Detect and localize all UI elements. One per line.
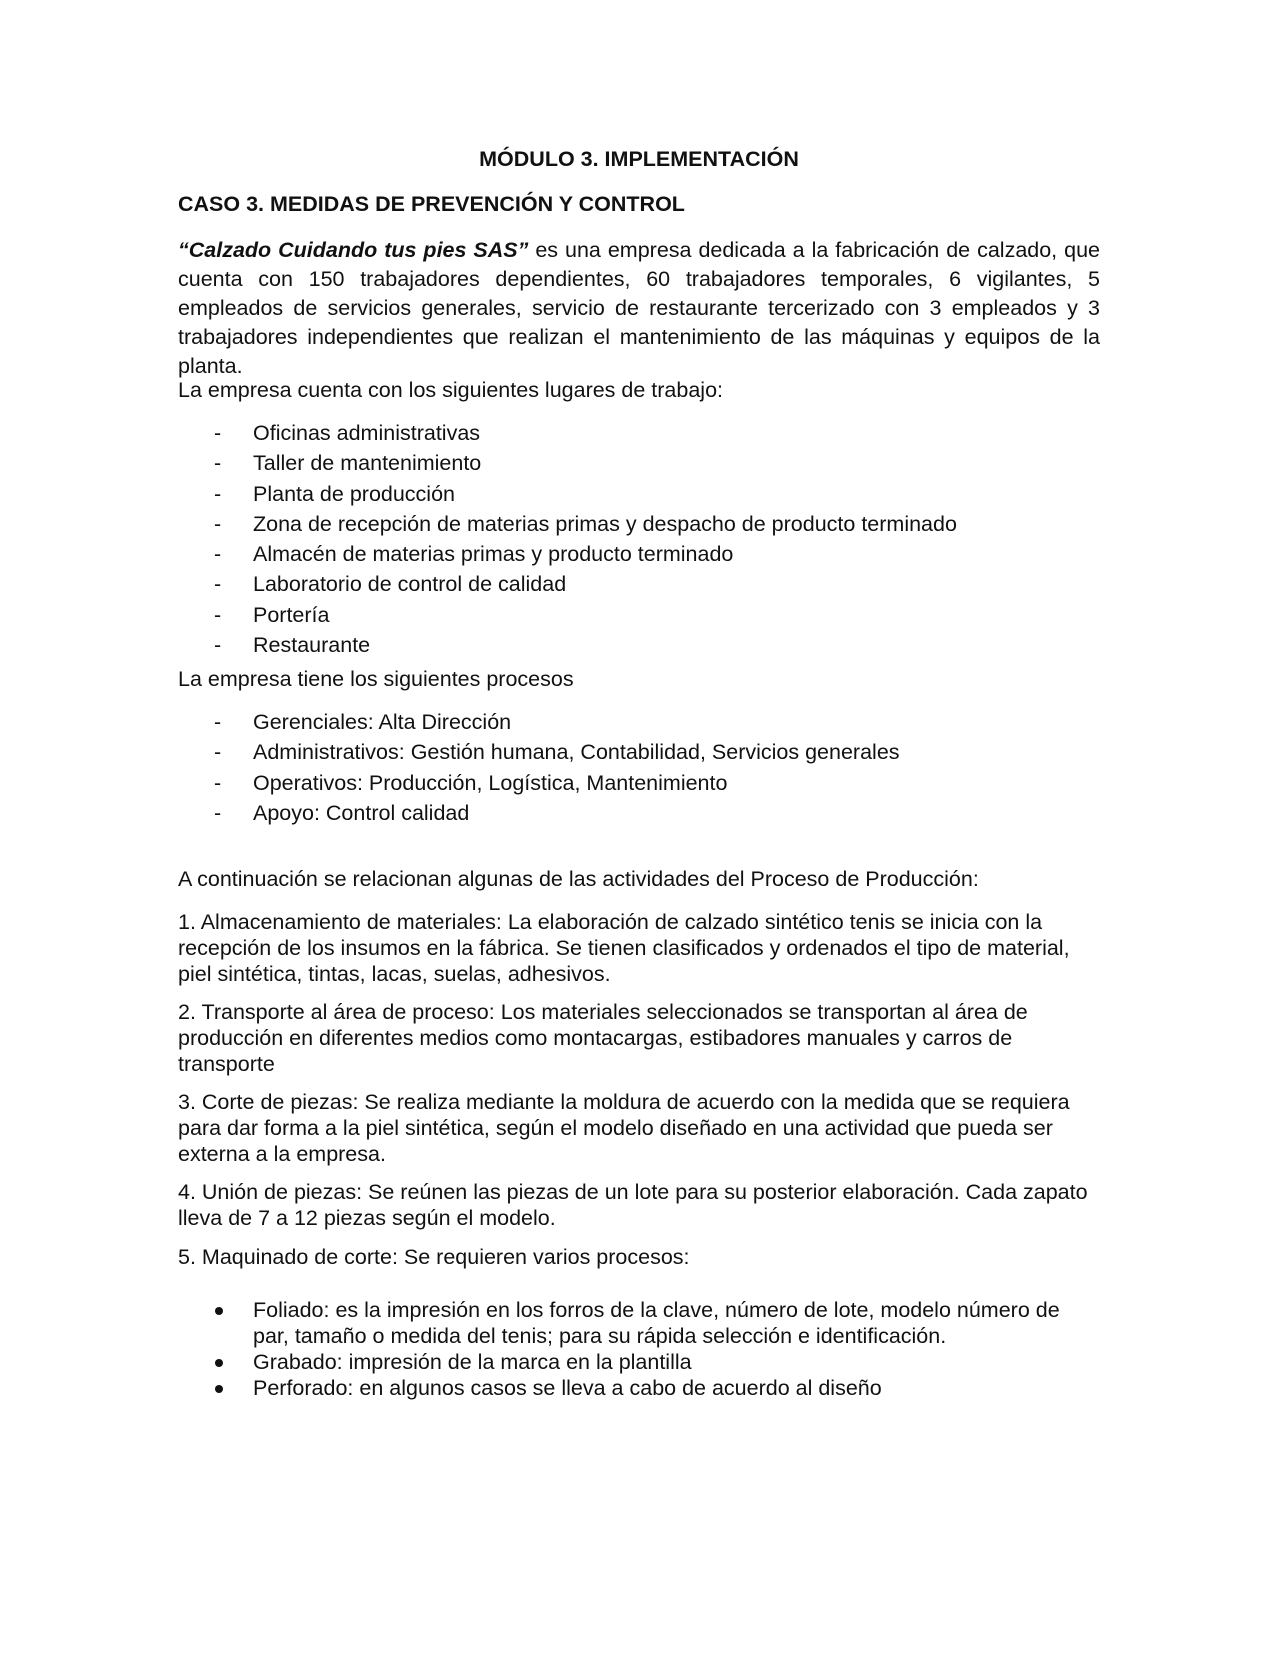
workplaces-list (178, 418, 1100, 660)
list-item: - Restaurante (178, 630, 1100, 660)
activity-item: 4. Unión de piezas: Se reúnen las piezas de un lote para su posterior elaboración. Cada zapato lleva de 7 a 12 piezas según el modelo. (178, 1180, 1088, 1230)
list-item: - Administrativos: Gestión humana, Contabilidad, Servicios generales (178, 737, 1100, 767)
workplaces-heading: La empresa cuenta con los siguientes lugares de trabajo: (178, 378, 724, 402)
dash-marker: - (214, 770, 222, 795)
machining-steps-list (178, 1297, 1100, 1401)
processes-heading: La empresa tiene los siguientes procesos (178, 667, 574, 691)
list-item: - Gerenciales: Alta Dirección (178, 707, 1100, 737)
intro-paragraph (178, 236, 1100, 381)
module-title: MÓDULO 3. IMPLEMENTACIÓN (479, 147, 799, 171)
dash-marker: - (214, 542, 222, 567)
dash-marker: - (214, 710, 222, 734)
dash-marker: - (214, 481, 222, 506)
bullet-item: Grabado: impresión de la marca en la plantilla (178, 1349, 1100, 1375)
activity-item: 5. Maquinado de corte: Se requieren varios procesos: (178, 1245, 690, 1269)
activity-item: 1. Almacenamiento de materiales: La elaboración de calzado sintético tenis se inicia con la recepción de los insumos en la fábrica. Se tienen clasificados y ordenados el tipo de material, piel sintética, tintas, lacas, suelas, adhesivos. (178, 910, 1070, 986)
list-item: - Operativos: Producción, Logística, Mantenimiento (178, 768, 1100, 798)
dash-marker: - (214, 800, 222, 825)
bullet-icon (215, 1359, 223, 1367)
list-item: - Apoyo: Control calidad (178, 798, 1100, 828)
list-item: - Planta de producción (178, 479, 1100, 509)
activities-heading: A continuación se relacionan algunas de las actividades del Proceso de Producción: (178, 867, 979, 891)
dash-marker: - (214, 511, 222, 536)
list-item: - Zona de recepción de materias primas y despacho de producto terminado (178, 509, 1100, 539)
list-item: - Portería (178, 600, 1100, 630)
list-item: - Almacén de materias primas y producto terminado (178, 539, 1100, 569)
company-name: “Calzado Cuidando tus pies SAS” (178, 238, 529, 262)
activity-item: 3. Corte de piezas: Se realiza mediante la moldura de acuerdo con la medida que se requiera para dar forma a la piel sintética, según el modelo diseñado en una actividad que pueda ser externa a la empresa. (178, 1090, 1070, 1166)
dash-marker: - (214, 451, 222, 476)
list-item: - Taller de mantenimiento (178, 448, 1100, 478)
dash-marker: - (214, 572, 222, 597)
dash-marker: - (214, 602, 222, 627)
dash-marker: - (214, 633, 222, 658)
intro-text: es una empresa dedicada a la fabricación de calzado, que cuenta con 150 trabajadores dependientes, 60 trabajadores temporales, 6 vigilantes, 5 empleados de servicios generales, servicio de restaurante tercerizado con 3 empleados y 3 trabajadores independientes que realizan el mantenimiento de las máquinas y equipos de la planta. (178, 238, 1100, 378)
bullet-item: Perforado: en algunos casos se lleva a cabo de acuerdo al diseño (178, 1375, 1100, 1401)
list-item: - Oficinas administrativas (178, 418, 1100, 448)
bullet-icon (215, 1385, 223, 1393)
dash-marker: - (214, 421, 222, 445)
case-title: CASO 3. MEDIDAS DE PREVENCIÓN Y CONTROL (178, 192, 685, 216)
activity-item: 2. Transporte al área de proceso: Los materiales seleccionados se transportan al área de producción en diferentes medios como montacargas, estibadores manuales y carros de transporte (178, 1000, 1028, 1076)
bullet-item: Foliado: es la impresión en los forros de la clave, número de lote, modelo número de par, tamaño o medida del tenis; para su rápida selección e identificación. (178, 1297, 1100, 1349)
dash-marker: - (214, 740, 222, 765)
bullet-icon (215, 1307, 223, 1315)
processes-list (178, 707, 1100, 828)
list-item: - Laboratorio de control de calidad (178, 569, 1100, 599)
